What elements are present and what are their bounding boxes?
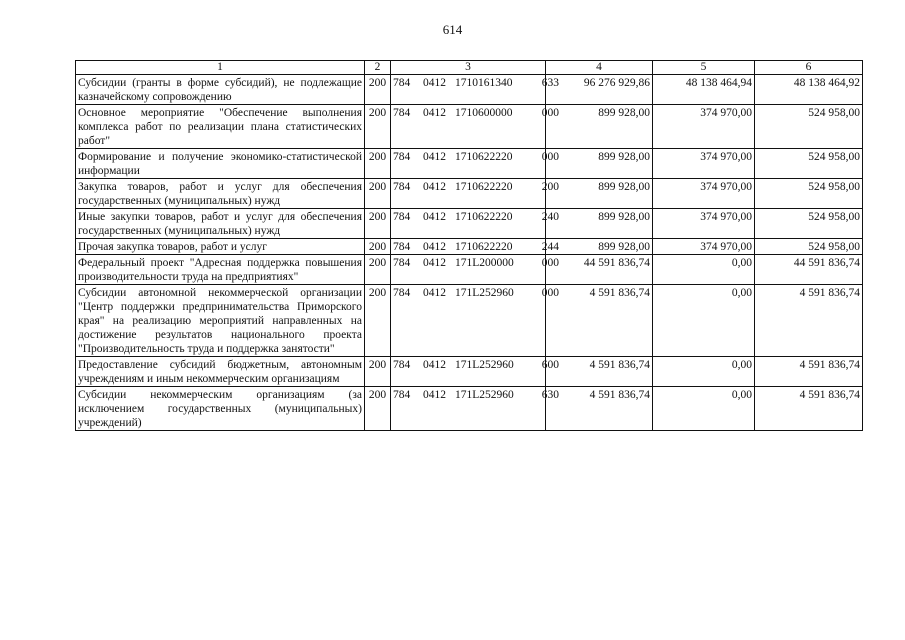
row-budget-code	[391, 149, 559, 179]
table-row	[76, 209, 863, 239]
table-row	[76, 75, 863, 105]
column-header-2: 2	[365, 61, 391, 75]
row-name: Закупка товаров, работ и услуг для обеспечения государственных (муниципальных) нужд	[76, 179, 365, 209]
budget-code-part: 171L252960	[455, 359, 514, 371]
budget-code-part: 1710161340	[455, 77, 513, 89]
budget-code-part: 630	[541, 389, 559, 401]
row-budget-code	[391, 285, 559, 357]
budget-code-part: 0412	[423, 241, 446, 253]
table-row	[76, 149, 863, 179]
budget-code-part: 0412	[423, 359, 446, 371]
row-col2: 200	[365, 239, 391, 255]
row-amount-col4: 4 591 836,74	[546, 387, 653, 431]
budget-code-part: 1710600000	[455, 107, 513, 119]
row-col2: 200	[365, 209, 391, 239]
budget-code-part: 784	[393, 257, 411, 269]
budget-code-part: 171L252960	[455, 389, 514, 401]
header-row	[76, 61, 863, 75]
budget-code-part: 784	[393, 359, 411, 371]
row-amount-col4: 899 928,00	[546, 239, 653, 255]
budget-code-part: 784	[393, 107, 411, 119]
row-budget-code	[391, 255, 559, 285]
budget-code-part: 0412	[423, 211, 446, 223]
budget-code-part: 0412	[423, 257, 446, 269]
budget-code-part: 784	[393, 151, 411, 163]
row-amount-col4: 44 591 836,74	[546, 255, 653, 285]
budget-code-part: 600	[541, 359, 559, 371]
table-row	[76, 179, 863, 209]
budget-code-part: 000	[541, 257, 559, 269]
row-amount-col4: 4 591 836,74	[546, 285, 653, 357]
budget-code-part: 1710622220	[455, 151, 513, 163]
row-amount-col6: 4 591 836,74	[755, 285, 863, 357]
budget-code-part: 1710622220	[455, 211, 513, 223]
row-name: Основное мероприятие "Обеспечение выполнения комплекса работ по реализации плана статистических работ"	[76, 105, 365, 149]
row-amount-col5: 374 970,00	[653, 179, 755, 209]
budget-code-part: 1710622220	[455, 241, 513, 253]
budget-code-part: 0412	[423, 389, 446, 401]
row-budget-code	[391, 239, 559, 255]
row-budget-code	[391, 105, 559, 149]
column-header-3: 3	[391, 61, 546, 75]
row-amount-col5: 0,00	[653, 357, 755, 387]
budget-code-part: 200	[541, 181, 559, 193]
column-header-5: 5	[653, 61, 755, 75]
budget-code-part: 784	[393, 77, 411, 89]
budget-code-part: 0412	[423, 77, 446, 89]
row-col2: 200	[365, 285, 391, 357]
row-budget-code	[391, 209, 559, 239]
row-budget-code	[391, 387, 559, 431]
row-name: Прочая закупка товаров, работ и услуг	[76, 239, 365, 255]
budget-code-part: 000	[541, 151, 559, 163]
column-header-4: 4	[546, 61, 653, 75]
row-col2: 200	[365, 179, 391, 209]
row-amount-col5: 374 970,00	[653, 105, 755, 149]
row-name: Формирование и получение экономико-статистической информации	[76, 149, 365, 179]
table-row	[76, 239, 863, 255]
budget-code-part: 784	[393, 287, 411, 299]
row-name: Иные закупки товаров, работ и услуг для обеспечения государственных (муниципальных) нужд	[76, 209, 365, 239]
budget-code-part: 0412	[423, 107, 446, 119]
row-amount-col5: 374 970,00	[653, 209, 755, 239]
budget-code-part: 0412	[423, 181, 446, 193]
row-amount-col5: 48 138 464,94	[653, 75, 755, 105]
row-budget-code	[391, 357, 559, 387]
budget-code-part: 784	[393, 389, 411, 401]
page-number: 614	[442, 22, 463, 37]
row-col2: 200	[365, 255, 391, 285]
row-amount-col4: 4 591 836,74	[546, 357, 653, 387]
budget-table	[75, 60, 863, 431]
row-amount-col5: 0,00	[653, 255, 755, 285]
row-col2: 200	[365, 149, 391, 179]
budget-code-part: 000	[541, 287, 559, 299]
row-amount-col5: 374 970,00	[653, 149, 755, 179]
row-amount-col5: 374 970,00	[653, 239, 755, 255]
row-amount-col6: 4 591 836,74	[755, 357, 863, 387]
row-budget-code	[391, 75, 559, 105]
row-amount-col4: 899 928,00	[546, 209, 653, 239]
row-amount-col6: 524 958,00	[755, 209, 863, 239]
budget-code-part: 784	[393, 211, 411, 223]
row-amount-col6: 4 591 836,74	[755, 387, 863, 431]
budget-code-part: 784	[393, 241, 411, 253]
budget-code-part: 784	[393, 181, 411, 193]
row-amount-col6: 48 138 464,92	[755, 75, 863, 105]
table-row	[76, 255, 863, 285]
budget-code-part: 171L200000	[455, 257, 514, 269]
budget-code-part: 0412	[423, 287, 446, 299]
row-col2: 200	[365, 387, 391, 431]
row-amount-col4: 899 928,00	[546, 105, 653, 149]
row-name: Субсидии (гранты в форме субсидий), не подлежащие казначейскому сопровождению	[76, 75, 365, 105]
row-amount-col6: 524 958,00	[755, 239, 863, 255]
row-name: Предоставление субсидий бюджетным, автономным учреждениям и иным некоммерческим организациям	[76, 357, 365, 387]
column-header-6: 6	[755, 61, 863, 75]
budget-code-part: 244	[541, 241, 559, 253]
row-amount-col5: 0,00	[653, 285, 755, 357]
row-name: Федеральный проект "Адресная поддержка повышения производительности труда на предприятиях"	[76, 255, 365, 285]
table-body	[76, 75, 863, 431]
column-header-1: 1	[76, 61, 365, 75]
table-row	[76, 285, 863, 357]
row-col2: 200	[365, 75, 391, 105]
row-name: Субсидии автономной некоммерческой организации "Центр поддержки предпринимательства Приморского края" на реализацию мероприятий направленных на достижение результатов национального проекта "Производительность труда и поддержка занятости"	[76, 285, 365, 357]
table-row	[76, 105, 863, 149]
row-amount-col6: 44 591 836,74	[755, 255, 863, 285]
row-col2: 200	[365, 357, 391, 387]
row-amount-col5: 0,00	[653, 387, 755, 431]
budget-code-part: 000	[541, 107, 559, 119]
row-amount-col6: 524 958,00	[755, 105, 863, 149]
table-row	[76, 357, 863, 387]
budget-code-part: 171L252960	[455, 287, 514, 299]
row-amount-col4: 96 276 929,86	[546, 75, 653, 105]
row-amount-col6: 524 958,00	[755, 179, 863, 209]
table-row	[76, 387, 863, 431]
budget-code-part: 633	[541, 77, 559, 89]
budget-code-part: 0412	[423, 151, 446, 163]
row-amount-col6: 524 958,00	[755, 149, 863, 179]
row-amount-col4: 899 928,00	[546, 179, 653, 209]
row-budget-code	[391, 179, 559, 209]
row-amount-col4: 899 928,00	[546, 149, 653, 179]
row-col2: 200	[365, 105, 391, 149]
budget-code-part: 1710622220	[455, 181, 513, 193]
budget-code-part: 240	[541, 211, 559, 223]
row-name: Субсидии некоммерческим организациям (за исключением государственных (муниципальных) учреждений)	[76, 387, 365, 431]
